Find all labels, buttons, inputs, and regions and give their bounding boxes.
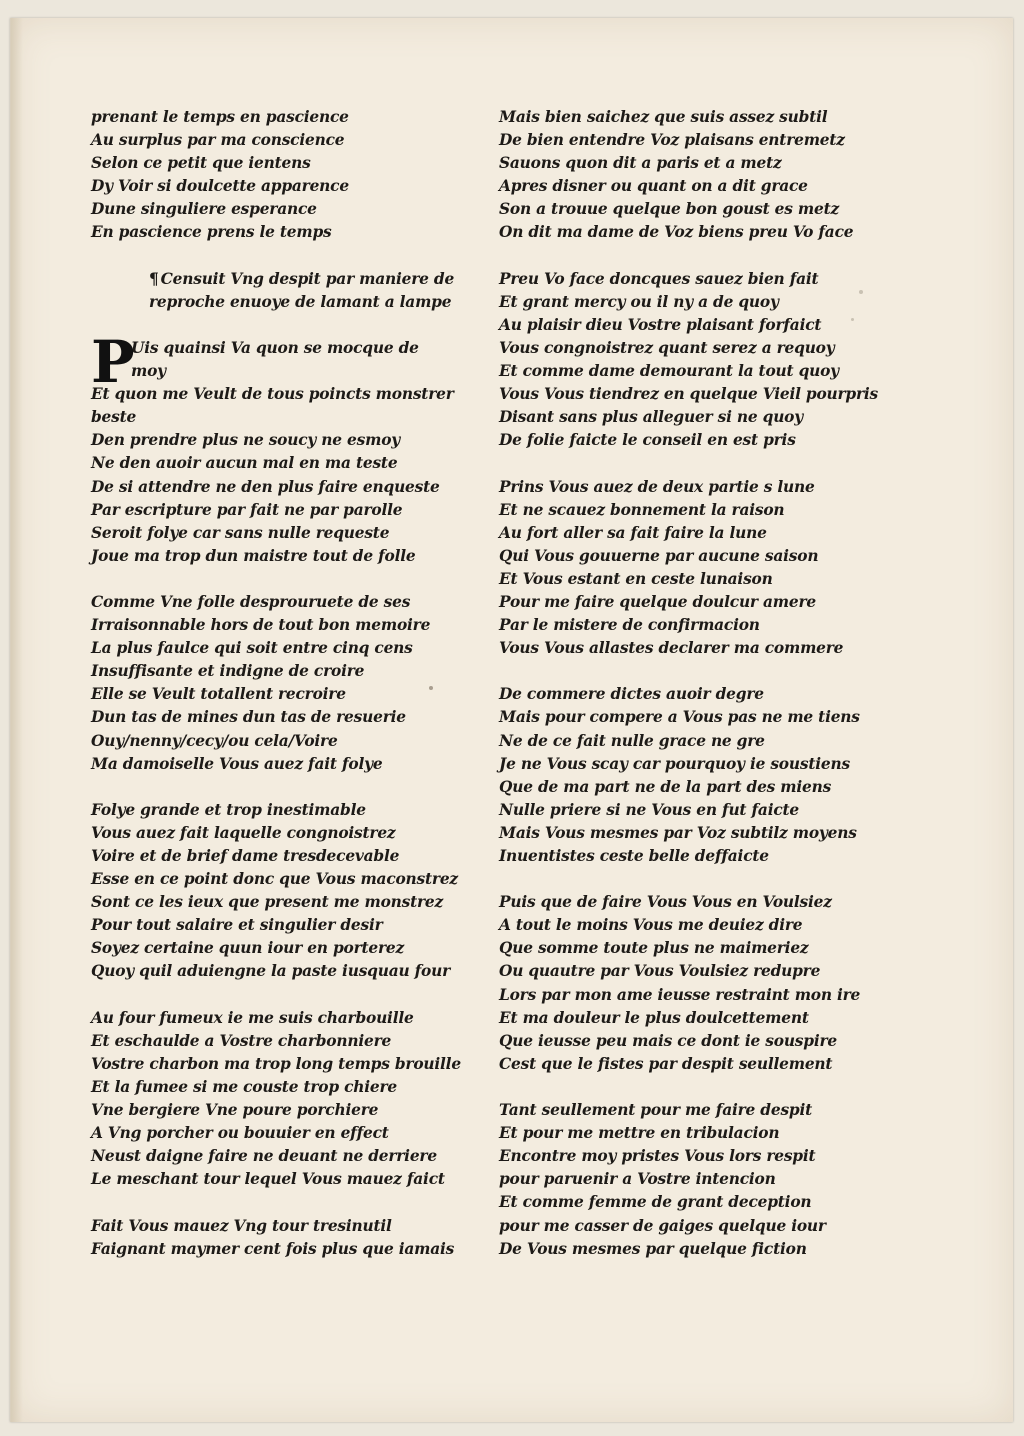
verse-line: Fait Vous mauez Vng tour tresinutil (91, 1216, 392, 1235)
left-stanza-1 (91, 106, 471, 245)
verse-line: Seroit folye car sans nulle requeste (91, 523, 390, 542)
ink-speck (429, 686, 433, 690)
verse-line: Folye grande et trop inestimable (91, 800, 366, 819)
verse-line: Mais bien saichez que suis assez subtil (499, 108, 828, 126)
verse-line: Ouy/nenny/cecy/ou cela/Voire (91, 731, 338, 750)
verse-line: Lors par mon ame ieusse restraint mon ire (499, 985, 861, 1004)
verse-line: Ne de ce fait nulle grace ne gre (499, 731, 765, 750)
verse-line: Au four fumeux ie me suis charbouille (91, 1008, 414, 1027)
verse-line: Preu Vo face doncques sauez bien fait (499, 269, 819, 288)
verse-line: Ma damoiselle Vous auez fait folye (91, 754, 383, 773)
verse-line: Et ne scauez bonnement la raison (499, 500, 785, 519)
verse-line: De bien entendre Voz plaisans entremetz (499, 131, 845, 150)
left-stanza-6 (91, 1215, 471, 1261)
verse-line: Neust daigne faire ne deuant ne derriere (91, 1147, 437, 1166)
verse-line: Quoy quil aduiengne la paste iusquau four (91, 962, 451, 981)
right-column (499, 106, 879, 1261)
verse-line: Vous auez fait laquelle congnoistrez (91, 823, 396, 842)
verse-line: De folie faicte le conseil en est pris (499, 431, 796, 450)
verse-line: La plus faulce qui soit entre cinq cens (91, 639, 413, 658)
right-stanza-5 (499, 891, 879, 1076)
verse-line: Prins Vous auez de deux partie s lune (499, 477, 815, 496)
verse-line: Qui Vous gouuerne par aucune saison (499, 546, 819, 565)
left-stanza-2-cont (91, 383, 471, 568)
left-column (91, 106, 471, 1261)
left-stanza-3 (91, 591, 471, 776)
right-stanza-1 (499, 106, 879, 245)
verse-line: Den prendre plus ne soucy ne esmoy (91, 431, 401, 450)
verse-line: Au fort aller sa fait faire la lune (499, 523, 767, 542)
verse-line: Encontre moy pristes Vous lors respit (499, 1147, 816, 1166)
verse-line: Ne den auoir aucun mal en ma teste (91, 454, 398, 473)
right-stanza-6 (499, 1099, 879, 1261)
verse-line: Sont ce les ieux que present me monstrez (91, 893, 444, 912)
verse-line: A tout le moins Vous me deuiez dire (499, 916, 803, 935)
verse-line: Disant sans plus alleguer si ne quoy (499, 408, 803, 427)
verse-line: De commere dictes auoir degre (499, 685, 764, 704)
verse-line: Et eschaulde a Vostre charbonniere (91, 1031, 392, 1050)
verse-line: Que de ma part ne de la part des miens (499, 777, 832, 796)
drop-capital: P (91, 327, 135, 396)
verse-line: Apres disner ou quant on a dit grace (499, 177, 808, 196)
verse-line: Et Vous estant en ceste lunaison (499, 569, 773, 588)
verse-line: Vostre charbon ma trop long temps brouille (91, 1054, 461, 1073)
verse-line: Vne bergiere Vne poure porchiere (91, 1101, 379, 1120)
left-stanza-5 (91, 1007, 471, 1192)
verse-line: Cest que le fistes par despit seullement (499, 1054, 833, 1073)
verse-line: Vous congnoistrez quant serez a requoy (499, 338, 835, 357)
verse-line: Puis que de faire Vous Vous en Voulsiez (499, 893, 832, 912)
verse-line: Nulle priere si ne Vous en fut faicte (499, 800, 800, 819)
verse-line: Et quon me Veult de tous poincts monstrer (91, 385, 454, 404)
verse-line: Pour tout salaire et singulier desir (91, 916, 383, 935)
verse-line: moy (131, 362, 166, 381)
verse-line: Et comme dame demourant la tout quoy (499, 362, 839, 381)
verse-line: pour me casser de gaiges quelque iour (499, 1216, 826, 1235)
verse-line: Soyez certaine quun iour en porterez (91, 939, 405, 958)
verse-line: Joue ma trop dun maistre tout de folle (91, 546, 416, 565)
verse-line: prenant le temps en pascience (91, 108, 349, 126)
heading-line: Censuit Vng despit par maniere de (160, 269, 455, 288)
ink-speck (851, 318, 854, 321)
verse-line: Faignant maymer cent fois plus que iamais (91, 1239, 455, 1258)
book-page (10, 18, 1013, 1422)
verse-line: Inuentistes ceste belle deffaicte (499, 847, 769, 865)
verse-line: A Vng porcher ou bouuier en effect (91, 1124, 389, 1143)
ink-speck (859, 290, 863, 294)
verse-line: Insuffisante et indigne de croire (91, 662, 365, 681)
verse-line: Vous Vous allastes declarer ma commere (499, 639, 844, 658)
verse-line: beste (91, 408, 137, 427)
verse-line: Mais Vous mesmes par Voz subtilz moyens (499, 823, 857, 842)
right-stanza-2 (499, 268, 879, 453)
verse-line: Le meschant tour lequel Vous mauez faict (91, 1170, 445, 1189)
verse-line: De Vous mesmes par quelque fiction (499, 1239, 807, 1258)
verse-line: Mais pour compere a Vous pas ne me tiens (499, 708, 860, 727)
verse-line: Et comme femme de grant deception (499, 1193, 812, 1212)
verse-line: On dit ma dame de Voz biens preu Vo face (499, 223, 854, 242)
verse-line: Pour me faire quelque doulcur amere (499, 592, 816, 611)
pilcrow-mark: ¶ (149, 269, 159, 288)
verse-line: Au surplus par ma conscience (91, 131, 345, 150)
verse-line: Uis quainsi Va quon se mocque de (131, 338, 419, 357)
left-stanza-4 (91, 799, 471, 984)
verse-line: Au plaisir dieu Vostre plaisant forfaict (499, 315, 822, 334)
section-heading (91, 268, 471, 314)
verse-line: Et pour me mettre en tribulacion (499, 1124, 780, 1143)
verse-line: Dune singuliere esperance (91, 200, 317, 219)
verse-line: Que ieusse peu mais ce dont ie souspire (499, 1031, 837, 1050)
verse-line: Et ma douleur le plus doulcettement (499, 1008, 809, 1027)
verse-line: Esse en ce point donc que Vous maconstrez (91, 870, 458, 889)
verse-line: Tant seullement pour me faire despit (499, 1101, 813, 1120)
heading-line: reproche enuoye de lamant a lampe (149, 292, 452, 311)
verse-line: pour paruenir a Vostre intencion (499, 1170, 776, 1189)
verse-line: Selon ce petit que ientens (91, 154, 311, 173)
verse-line: Voire et de brief dame tresdecevable (91, 847, 400, 865)
verse-line: Dy Voir si doulcette apparence (91, 177, 349, 196)
verse-line: Dun tas de mines dun tas de resuerie (91, 708, 406, 727)
verse-line: Vous Vous tiendrez en quelque Vieil pourpris (499, 385, 879, 404)
verse-line: Et grant mercy ou il ny a de quoy (499, 292, 779, 311)
verse-line: Par escripture par fait ne par parolle (91, 500, 403, 519)
verse-line: En pascience prens le temps (91, 223, 332, 242)
verse-line: Elle se Veult totallent recroire (91, 685, 346, 704)
verse-line: Irraisonnable hors de tout bon memoire (91, 616, 431, 635)
right-stanza-3 (499, 476, 879, 661)
verse-line: Que somme toute plus ne maimeriez (499, 939, 809, 958)
verse-line: Par le mistere de confirmacion (499, 616, 760, 635)
page-gutter-shadow (11, 18, 23, 1422)
verse-line: Son a trouue quelque bon goust es metz (499, 200, 840, 219)
verse-line: De si attendre ne den plus faire enqueste (91, 477, 440, 496)
verse-line: Je ne Vous scay car pourquoy ie soustiens (499, 754, 850, 773)
verse-line: Et la fumee si me couste trop chiere (91, 1077, 397, 1096)
verse-line: Sauons quon dit a paris et a metz (499, 154, 782, 173)
verse-line: Ou quautre par Vous Voulsiez redupre (499, 962, 821, 981)
verse-line: Comme Vne folle desprouruete de ses (91, 592, 411, 611)
right-stanza-4 (499, 683, 879, 868)
